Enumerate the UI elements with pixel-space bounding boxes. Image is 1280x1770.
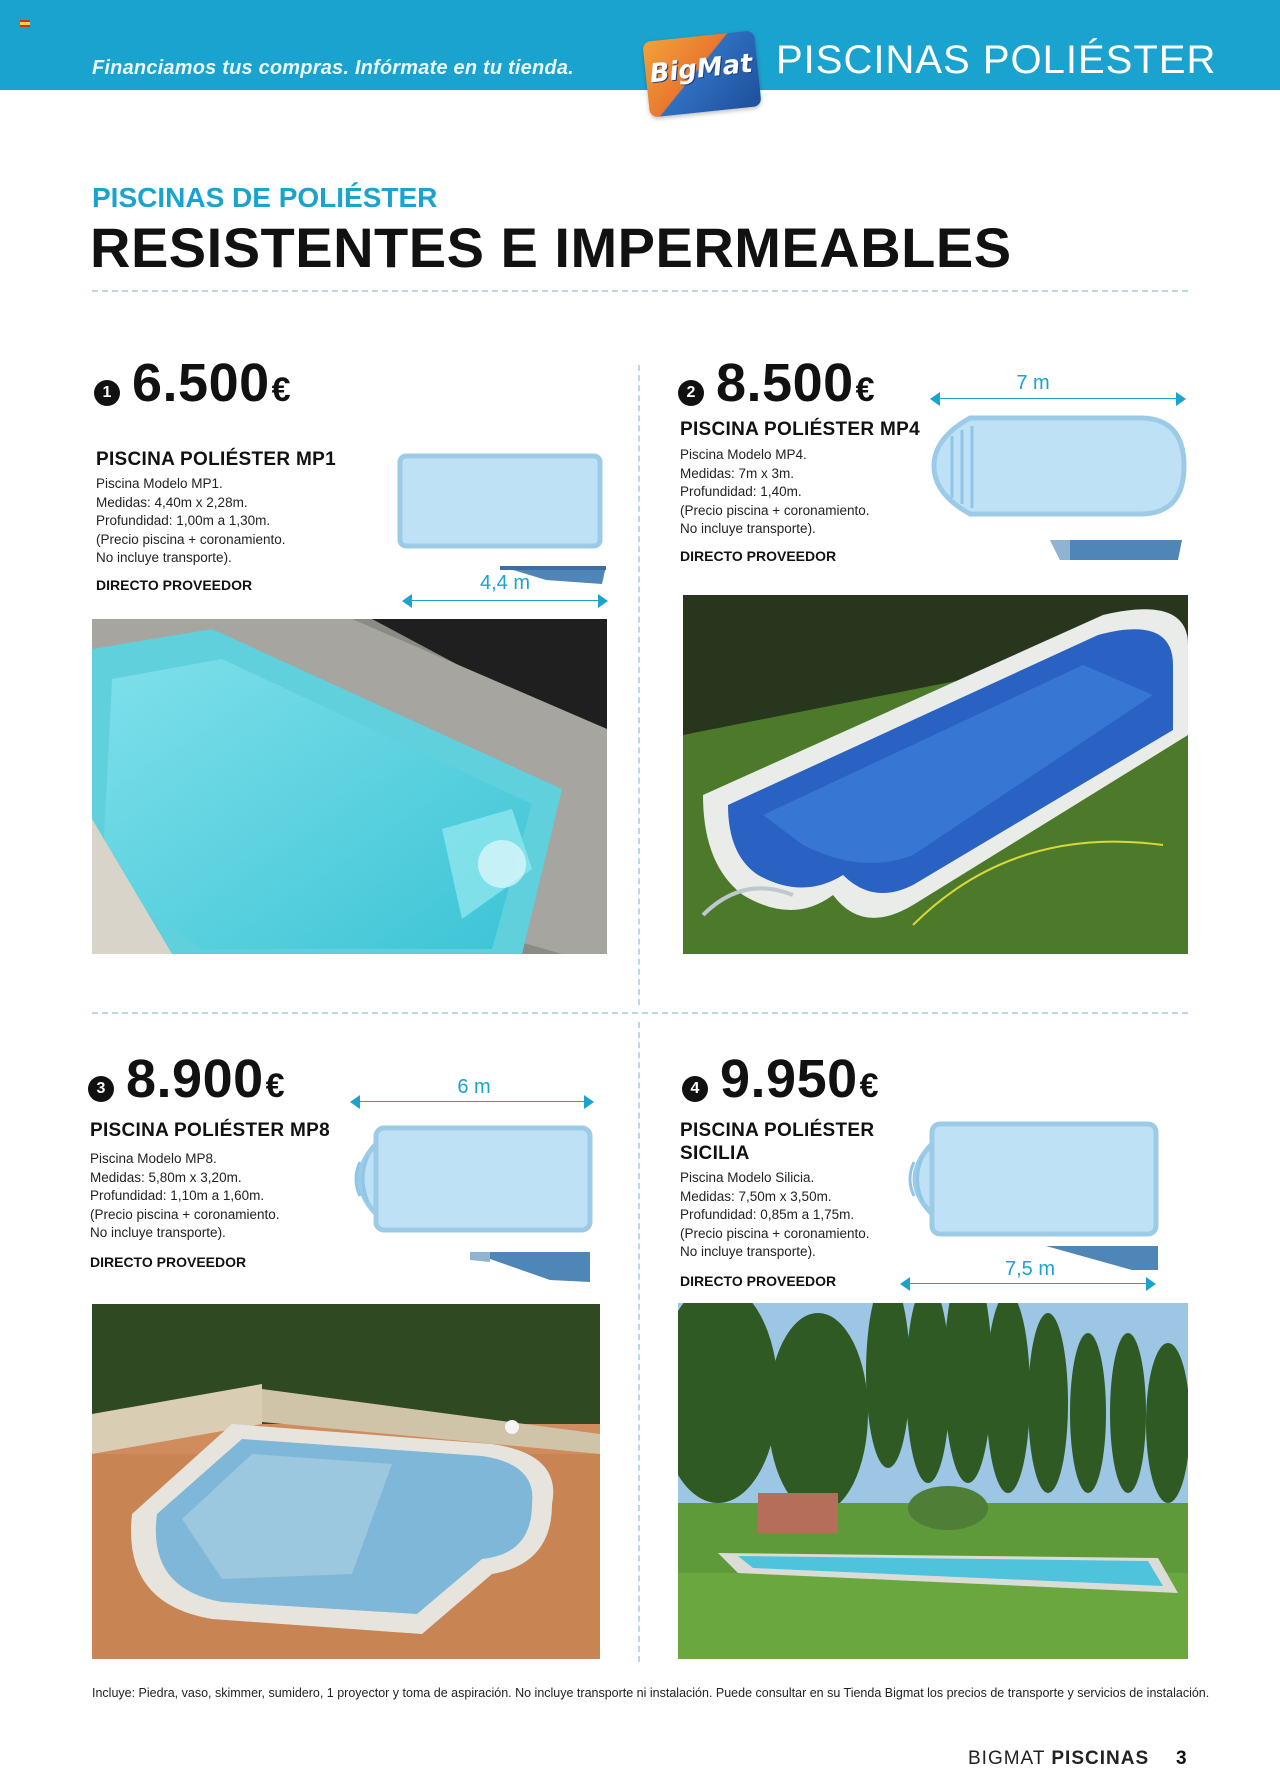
currency: € — [265, 1067, 285, 1105]
desc-line: Medidas: 7,50m x 3,50m. — [680, 1188, 832, 1204]
desc-line: No incluye transporte). — [680, 1244, 816, 1259]
header-bar — [0, 0, 1280, 90]
price: 8.500 — [716, 353, 854, 413]
divider-middle — [92, 1012, 1188, 1014]
financing-tagline: Financiamos tus compras. Infórmate en tu tienda. — [92, 57, 574, 79]
product-name: PISCINA POLIÉSTER MP1 — [96, 449, 336, 470]
number-badge: 1 — [94, 380, 120, 406]
pool-diagram-mp8 — [340, 1122, 596, 1284]
divider-top — [92, 290, 1188, 292]
product-description — [680, 446, 869, 539]
desc-line: Profundidad: 1,40m. — [680, 484, 802, 499]
page-headline: RESISTENTES E IMPERMEABLES — [90, 216, 1012, 279]
price-row-mp1 — [94, 352, 291, 414]
number-badge: 2 — [678, 380, 704, 406]
product-name: PISCINA POLIÉSTER MP4 — [680, 419, 920, 440]
supplier-label: DIRECTO PROVEEDOR — [680, 548, 837, 564]
currency: € — [859, 1067, 879, 1105]
price-row-mp4 — [678, 352, 875, 414]
desc-line: (Precio piscina + coronamiento. — [680, 1225, 870, 1241]
pool-photo-mp8 — [92, 1304, 600, 1659]
pool-photo-mp1 — [92, 619, 607, 954]
page-kicker: PISCINAS DE POLIÉSTER — [92, 182, 438, 213]
divider-vertical-bottom — [638, 1022, 640, 1662]
price: 8.900 — [126, 1049, 264, 1109]
desc-line: Piscina Modelo MP1. — [96, 476, 223, 491]
desc-line: Medidas: 7m x 3m. — [680, 465, 795, 481]
page-number: 3 — [1176, 1748, 1187, 1769]
price-row-sicilia — [682, 1048, 879, 1110]
product-name — [680, 1119, 874, 1165]
dimension-label: 6 m — [457, 1076, 491, 1098]
number-badge: 3 — [88, 1076, 114, 1102]
price: 6.500 — [132, 353, 270, 413]
currency: € — [855, 371, 875, 409]
desc-line: (Precio piscina + coronamiento. — [680, 502, 870, 518]
desc-line: Profundidad: 1,00m a 1,30m. — [96, 513, 271, 528]
price-row-mp8 — [88, 1048, 285, 1110]
product-description — [96, 475, 285, 568]
desc-line: Piscina Modelo MP4. — [680, 447, 807, 462]
flag-icon — [20, 20, 30, 27]
footer-brand: BIGMAT — [968, 1748, 1046, 1769]
desc-line: (Precio piscina + coronamiento. — [96, 531, 286, 547]
desc-line: Piscina Modelo MP8. — [90, 1151, 217, 1166]
product-name-line-2: SICILIA — [680, 1143, 750, 1164]
desc-line: Piscina Modelo Silicia. — [680, 1170, 815, 1185]
supplier-label: DIRECTO PROVEEDOR — [96, 577, 253, 593]
product-description — [90, 1150, 279, 1243]
pool-photo-mp4 — [683, 595, 1188, 954]
dimension-arrow — [352, 1092, 592, 1112]
dimension-arrow — [932, 389, 1184, 409]
dimension-label: 7,5 m — [1004, 1258, 1056, 1280]
desc-line: Medidas: 5,80m x 3,20m. — [90, 1169, 242, 1185]
logo-wordmark: BigMat — [648, 48, 754, 90]
page-footer — [968, 1748, 1149, 1770]
section-title: PISCINAS POLIÉSTER — [776, 38, 1217, 82]
product-description — [680, 1169, 869, 1262]
pool-diagram-mp4 — [930, 414, 1188, 564]
price: 9.950 — [720, 1049, 858, 1109]
desc-line: No incluye transporte). — [90, 1225, 226, 1240]
supplier-label: DIRECTO PROVEEDOR — [680, 1273, 837, 1289]
dimension-label: 7 m — [1016, 372, 1050, 394]
desc-line: (Precio piscina + coronamiento. — [90, 1206, 280, 1222]
divider-vertical-top — [638, 365, 640, 1005]
pool-diagram-mp1 — [396, 450, 608, 590]
footer-section: PISCINAS — [1051, 1748, 1150, 1769]
product-name: PISCINA POLIÉSTER MP8 — [90, 1120, 330, 1141]
pool-diagram-sicilia — [896, 1120, 1162, 1276]
footnote: Incluye: Piedra, vaso, skimmer, sumidero, 1 proyector y toma de aspiración. No incluye transporte ni instalación. Puede consultar en su Tienda Bigmat los precios de transporte y servicios de instalación. — [92, 1686, 1210, 1700]
currency: € — [271, 371, 291, 409]
desc-line: Profundidad: 1,10m a 1,60m. — [90, 1188, 265, 1203]
supplier-label: DIRECTO PROVEEDOR — [90, 1254, 247, 1270]
desc-line: Profundidad: 0,85m a 1,75m. — [680, 1207, 855, 1222]
dimension-label: 4,4 m — [479, 572, 531, 594]
product-name-line-1: PISCINA POLIÉSTER — [680, 1120, 875, 1141]
desc-line: No incluye transporte). — [680, 521, 816, 536]
bigmat-logo — [642, 30, 761, 117]
desc-line: Medidas: 4,40m x 2,28m. — [96, 494, 248, 510]
dimension-arrow — [902, 1274, 1154, 1294]
pool-photo-sicilia — [678, 1303, 1188, 1659]
number-badge: 4 — [682, 1076, 708, 1102]
desc-line: No incluye transporte). — [96, 550, 232, 565]
